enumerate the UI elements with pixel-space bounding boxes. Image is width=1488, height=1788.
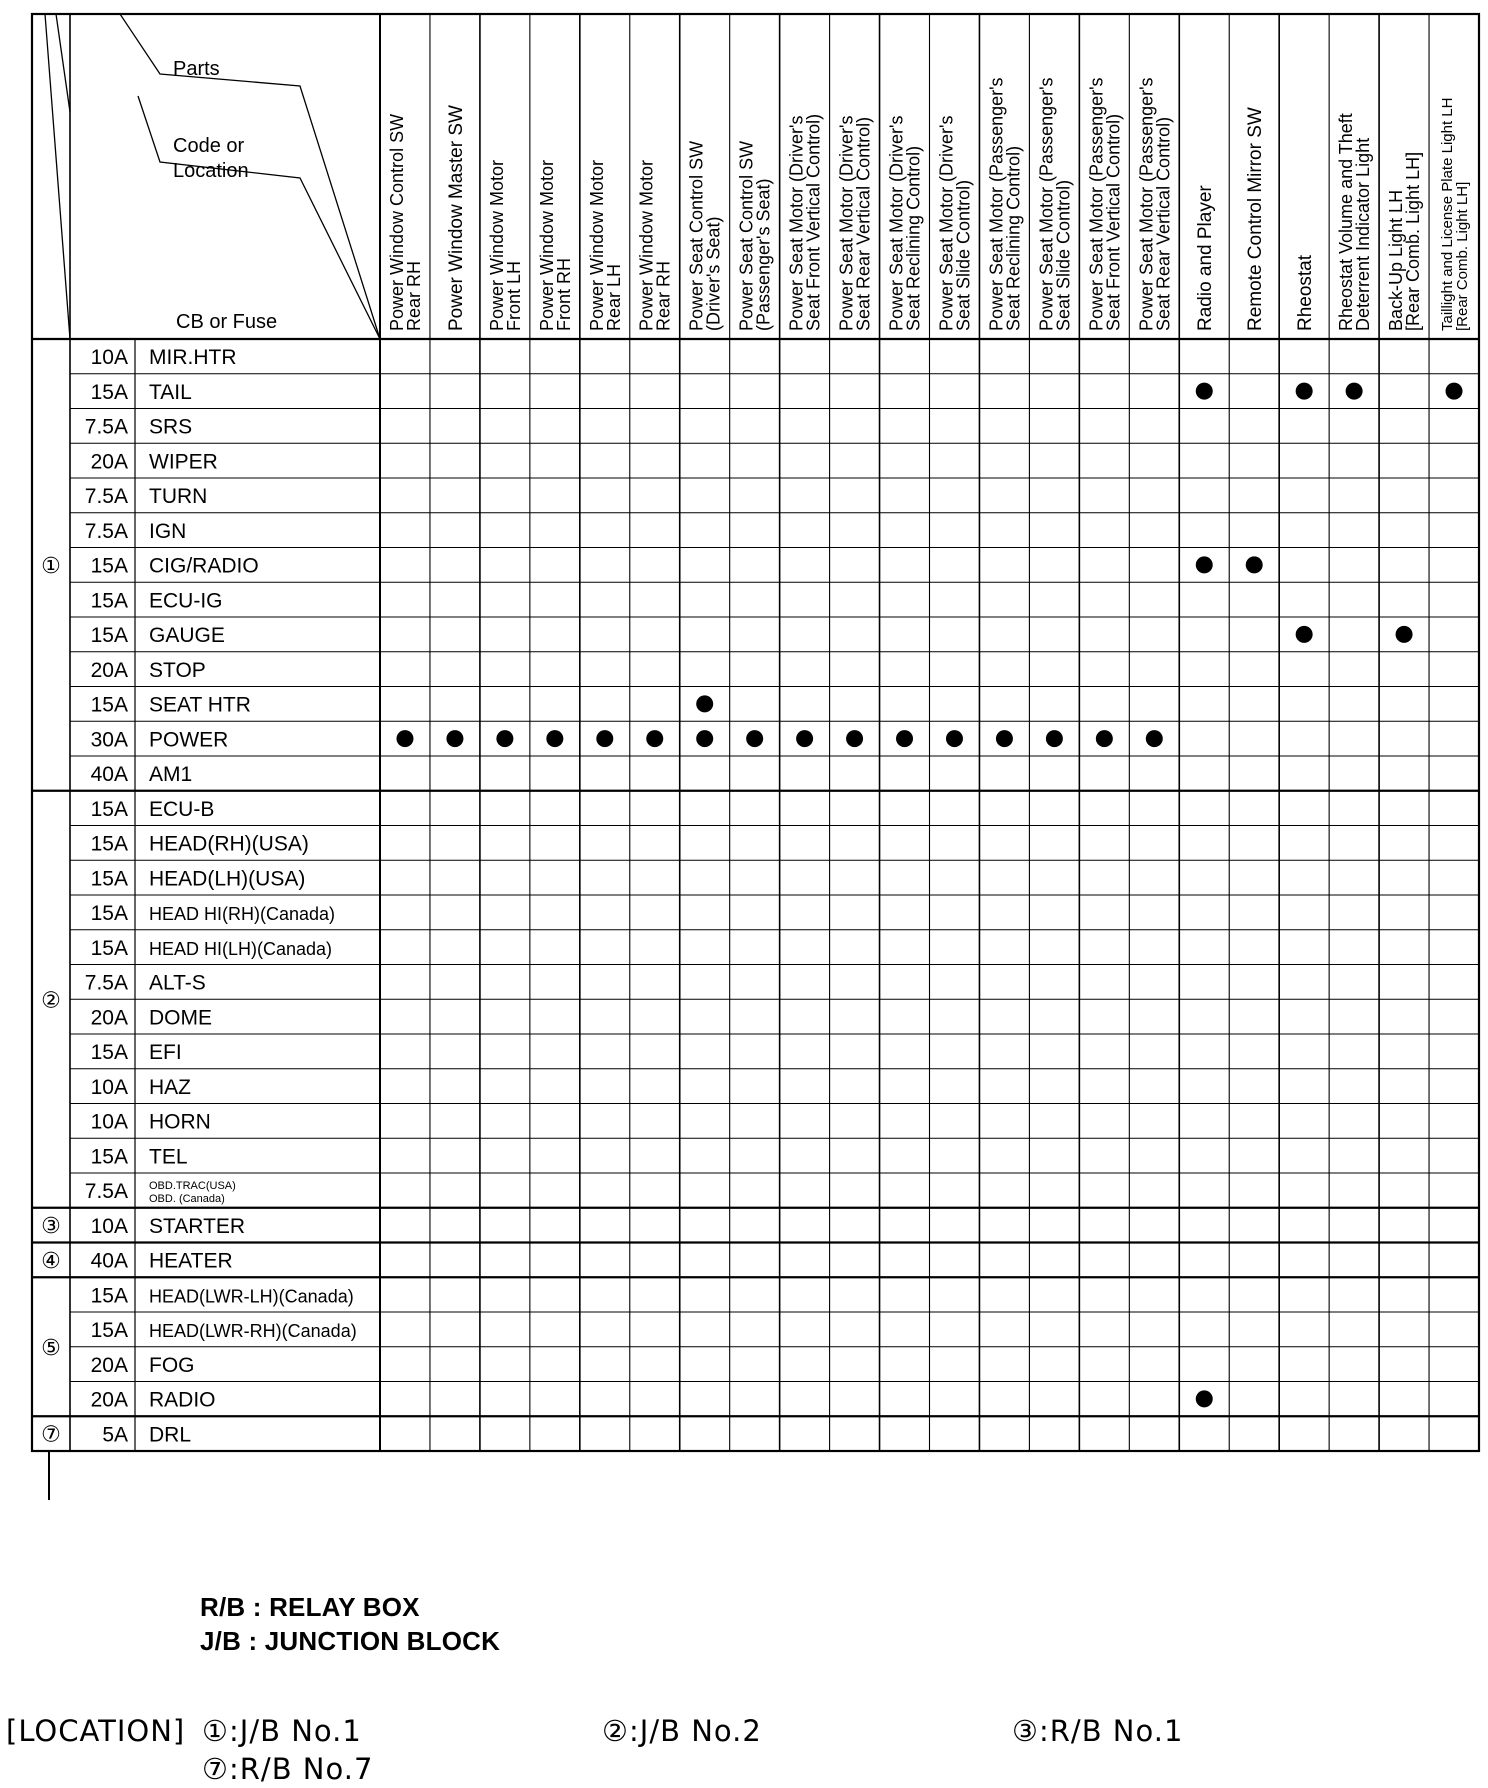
fuse-name: POWER	[149, 728, 229, 752]
fuse-amperage: 20A	[90, 450, 128, 474]
fuse-name: TAIL	[149, 380, 192, 404]
column-header-label: Power Window Control SW	[386, 113, 407, 331]
fuse-amperage: 40A	[90, 763, 128, 786]
column-header-label: (Driver's Seat)	[703, 216, 724, 331]
fuse-name: SEAT HTR	[149, 693, 251, 717]
usage-dot	[796, 730, 813, 747]
column-header-label: Power Seat Motor (Passenger's	[1086, 77, 1107, 331]
column-header-label: Deterrent Indicator Light	[1353, 137, 1374, 331]
location-code: ③	[41, 1214, 61, 1240]
fuse-amperage: 5A	[102, 1423, 128, 1447]
fuse-name: WIPER	[149, 450, 218, 474]
fuse-name: EFI	[149, 1041, 182, 1064]
column-header-label: Rear LH	[603, 263, 624, 331]
fuse-amperage: 7.5A	[84, 971, 128, 995]
location-item-rb1: ③:R/B No.1	[1012, 1714, 1184, 1748]
fuse-amperage: 15A	[90, 902, 128, 925]
column-header-label: Rheostat	[1294, 254, 1316, 331]
column-header-label: (Passenger's Seat)	[753, 178, 774, 331]
fuse-amperage: 10A	[90, 1214, 128, 1238]
fuse-amperage: 15A	[90, 589, 128, 613]
fuse-name: HEATER	[149, 1249, 233, 1273]
usage-dot	[496, 730, 513, 747]
header-fuse-label: CB or Fuse	[176, 311, 278, 333]
column-header-label: Power Seat Control SW	[736, 140, 757, 331]
column-header-label: Power Window Motor	[536, 159, 557, 331]
fuse-amperage: 20A	[90, 1388, 128, 1412]
fuse-amperage: 7.5A	[84, 1180, 128, 1203]
fuse-amperage: 10A	[90, 1075, 128, 1099]
fuse-amperage: 15A	[90, 1319, 128, 1342]
fuse-name: HORN	[149, 1110, 211, 1134]
usage-dot	[1196, 1390, 1213, 1407]
column-header-label: Seat Front Vertical Control)	[803, 113, 824, 331]
column-header-label: Seat Rear Vertical Control)	[1153, 116, 1174, 331]
usage-dot	[1246, 556, 1263, 573]
column-header-label: Radio and Player	[1195, 185, 1217, 331]
fuse-name: HEAD HI(LH)(Canada)	[149, 938, 333, 959]
column-header-label: Power Window Motor	[486, 159, 507, 331]
column-header-label: [Rear Comb. Light LH]	[1403, 151, 1424, 331]
header-location-label: Location	[173, 160, 249, 182]
location-item-rb7: ⑦:R/B No.7	[202, 1752, 374, 1786]
usage-dot	[1046, 730, 1063, 747]
usage-dot	[846, 730, 863, 747]
fuse-name: ALT-S	[149, 971, 206, 995]
fuse-name: OBD.TRAC(USA)	[149, 1180, 236, 1192]
column-header-label: Seat Slide Control)	[1053, 179, 1074, 331]
fuse-name: MIR.HTR	[149, 346, 237, 369]
fuse-name: DRL	[149, 1423, 192, 1447]
location-code: ⑦	[41, 1422, 61, 1448]
usage-dot	[1196, 556, 1213, 573]
fuse-name: HEAD HI(RH)(Canada)	[149, 904, 336, 924]
usage-dot	[1296, 383, 1313, 400]
fuse-name: HEAD(LWR-LH)(Canada)	[149, 1286, 354, 1307]
header-code-leader	[138, 96, 380, 339]
fuse-name: OBD. (Canada)	[149, 1193, 225, 1205]
location-code: ②	[41, 988, 61, 1014]
fuse-name: GAUGE	[149, 624, 225, 647]
column-header-label: Rear RH	[403, 260, 424, 331]
usage-dot	[1196, 383, 1213, 400]
usage-dot	[996, 730, 1013, 747]
column-header-label: Power Seat Motor (Driver's	[886, 115, 907, 331]
fuse-amperage: 20A	[90, 1006, 128, 1030]
usage-dot	[1446, 383, 1463, 400]
fuse-amperage: 15A	[90, 936, 128, 960]
fuse-amperage: 15A	[90, 832, 128, 856]
location-label: [LOCATION]	[6, 1714, 186, 1748]
usage-dot	[546, 730, 563, 747]
column-header-label: Power Window Master SW	[445, 105, 467, 331]
fuse-amperage: 20A	[90, 1353, 128, 1377]
usage-dot	[696, 695, 713, 712]
header-code-label: Code or	[173, 135, 245, 157]
fuse-name: ECU-IG	[149, 589, 223, 613]
location-code: ①	[41, 553, 61, 579]
usage-dot	[1396, 626, 1413, 643]
column-header-label: Seat Reclining Control)	[903, 145, 924, 331]
column-header-label: [Rear Comb. Light LH]	[1453, 181, 1471, 331]
fuse-amperage: 15A	[90, 554, 128, 578]
legend-junction-block: J/B : JUNCTION BLOCK	[200, 1626, 501, 1656]
header-parts-leader	[120, 14, 380, 339]
location-item-jb2: ②:J/B No.2	[602, 1714, 762, 1748]
column-header-label: Back-Up Light LH	[1386, 189, 1407, 331]
fuse-amperage: 15A	[90, 867, 128, 891]
column-header-label: Rear RH	[653, 260, 674, 331]
fuse-amperage: 10A	[90, 346, 128, 369]
usage-dot	[746, 730, 763, 747]
usage-dot	[446, 730, 463, 747]
usage-dot	[696, 730, 713, 747]
fuse-name: TURN	[149, 485, 208, 508]
usage-dot	[646, 730, 663, 747]
fuse-name: CIG/RADIO	[149, 554, 259, 578]
fuse-amperage: 10A	[90, 1110, 128, 1134]
legend-relay-box: R/B : RELAY BOX	[200, 1592, 420, 1622]
column-header-label: Power Seat Control SW	[686, 140, 707, 331]
usage-dot	[1146, 730, 1163, 747]
location-item-jb1: ①:J/B No.1	[202, 1714, 362, 1748]
fuse-amperage: 20A	[90, 658, 128, 682]
column-header-label: Remote Control Mirror SW	[1245, 107, 1267, 331]
column-header-label: Power Seat Motor (Passenger's	[1136, 77, 1157, 331]
column-header-label: Power Seat Motor (Passenger's	[1036, 77, 1057, 331]
fuse-name: TEL	[149, 1145, 188, 1169]
column-header-label: Rheostat Volume and Theft	[1336, 113, 1357, 331]
fuse-amperage: 40A	[90, 1249, 128, 1273]
fuse-amperage: 7.5A	[84, 519, 128, 543]
usage-dot	[1096, 730, 1113, 747]
header-parts-label: Parts	[173, 58, 220, 80]
fuse-name: HAZ	[149, 1075, 191, 1099]
column-header-label: Front RH	[553, 257, 574, 331]
fuse-name: ECU-B	[149, 797, 215, 821]
column-header-label: Taillight and License Plate Light LH	[1438, 97, 1456, 331]
usage-dot	[946, 730, 963, 747]
fuse-name: STOP	[149, 658, 206, 682]
fuse-amperage: 7.5A	[84, 485, 128, 508]
usage-dot	[1346, 383, 1363, 400]
location-code: ⑤	[41, 1335, 61, 1361]
fuse-amperage: 7.5A	[84, 415, 128, 439]
fuse-name: HEAD(LWR-RH)(Canada)	[149, 1321, 357, 1341]
fuse-amperage: 30A	[90, 728, 128, 752]
column-header-label: Power Seat Motor (Driver's	[836, 115, 857, 331]
fuse-amperage: 15A	[90, 1041, 128, 1064]
header-diagonal-line	[45, 14, 70, 339]
header-diagonal-line	[56, 14, 70, 112]
location-code: ④	[41, 1248, 61, 1274]
fuse-amperage: 15A	[90, 1145, 128, 1169]
column-header-label: Seat Reclining Control)	[1003, 145, 1024, 331]
fuse-name: SRS	[149, 415, 193, 439]
usage-dot	[1296, 626, 1313, 643]
usage-dot	[596, 730, 613, 747]
column-header-label: Power Seat Motor (Driver's	[936, 115, 957, 331]
fuse-amperage: 15A	[90, 693, 128, 717]
usage-dot	[396, 730, 413, 747]
fuse-name: HEAD(LH)(USA)	[149, 867, 306, 891]
column-header-label: Seat Rear Vertical Control)	[853, 116, 874, 331]
fuse-amperage: 15A	[90, 1284, 128, 1308]
column-header-label: Power Window Motor	[636, 159, 657, 331]
column-header-label: Front LH	[503, 260, 524, 331]
fuse-name: IGN	[149, 519, 187, 543]
fuse-name: STARTER	[149, 1214, 246, 1238]
column-header-label: Power Window Motor	[586, 159, 607, 331]
fuse-name: FOG	[149, 1353, 195, 1377]
column-header-label: Seat Slide Control)	[953, 179, 974, 331]
fuse-name: HEAD(RH)(USA)	[149, 832, 309, 856]
fuse-name: DOME	[149, 1006, 212, 1030]
fuse-amperage: 15A	[90, 797, 128, 821]
column-header-label: Power Seat Motor (Passenger's	[986, 77, 1007, 331]
fuse-amperage: 15A	[90, 380, 128, 404]
fuse-name: RADIO	[149, 1388, 216, 1412]
column-header-label: Power Seat Motor (Driver's	[786, 115, 807, 331]
usage-dot	[896, 730, 913, 747]
fuse-name: AM1	[149, 763, 193, 786]
column-header-label: Seat Front Vertical Control)	[1103, 113, 1124, 331]
fuse-amperage: 15A	[90, 624, 128, 647]
